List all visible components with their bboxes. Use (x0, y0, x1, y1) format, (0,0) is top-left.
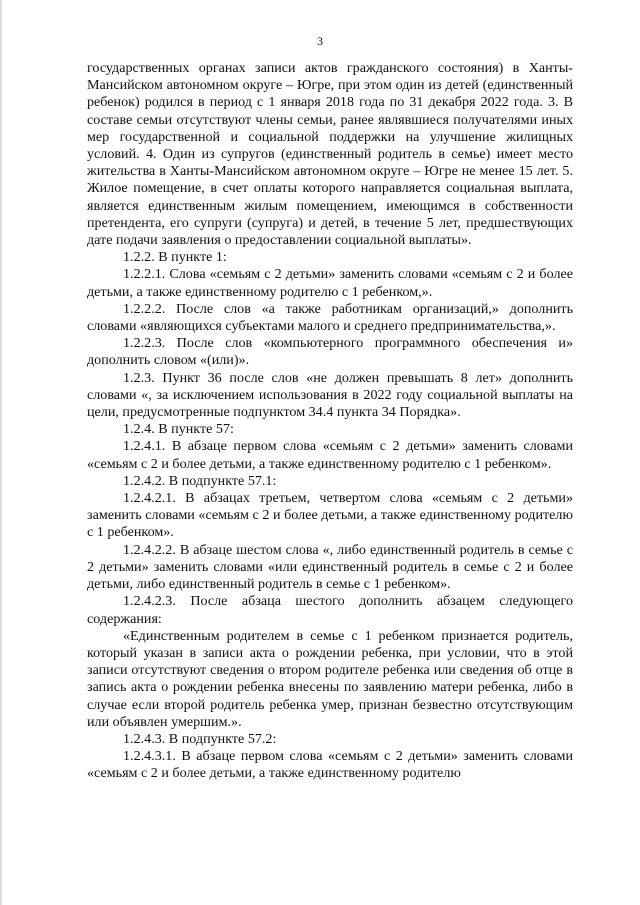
document-body (87, 60, 573, 783)
paragraph: 1.2.4.3.1. В абзаце первом слова «семьям с 2 детьми» заменить словами «семьям с 2 и более детьми, а также единственному родителю (87, 748, 573, 782)
paragraph: 1.2.4.2.3. После абзаца шестого дополнить абзацем следующего содержания: (87, 593, 573, 627)
paragraph: государственных органах записи актов гражданского состояния) в Ханты-Мансийском автономном округе – Югре, при этом один из детей (единственный ребенок) родился в период с 1 января 2018 года по 31 декабря 2022 года. 3. В составе семьи отсутствуют члены семьи, ранее являвшиеся получателями иных мер государственной и социальной поддержки на улучшение жилищных условий. 4. Один из супругов (единственный родитель в семье) имеет место жительства в Ханты-Мансийском автономном округе – Югре не менее 15 лет. 5. Жилое помещение, в счет оплаты которого направляется социальная выплата, является единственным жилым помещением, имеющимся в собственности претендента, его супруги (супруга) и детей, в течение 5 лет, предшествующих дате подачи заявления о предоставлении социальной выплаты». (87, 60, 573, 249)
scan-edge (0, 0, 3, 905)
paragraph: 1.2.2.2. После слов «а также работникам организаций,» дополнить словами «являющихся субъектами малого и среднего предпринимательства,». (87, 300, 573, 335)
paragraph: 1.2.4.1. В абзаце первом слова «семьям с 2 детьми» заменить словами «семьям с 2 и более детьми, а также единственному родителю с 1 ребенком». (87, 438, 573, 472)
page-number: 3 (317, 34, 323, 48)
paragraph: 1.2.4.2.1. В абзацах третьем, четвертом слова «семьям с 2 детьми» заменить словами «семьям с 2 и более детьми, а также единственному родителю с 1 ребенком». (87, 490, 573, 541)
paragraph: 1.2.4. В пункте 57: (123, 421, 234, 438)
paragraph: 1.2.2. В пункте 1: (123, 249, 227, 266)
quoted-paragraph: «Единственным родителем в семье с 1 ребенком признается родитель, который указан в записи акта о рождении ребенка, при условии, что в этой записи отсутствуют сведения о втором родителе ребенка или сведения об отце в запись акта о рождении ребенка внесены по заявлению матери ребенка, либо в случае если второй родитель ребенка умер, признан безвестно отсутствующим или объявлен умершим.». (87, 627, 573, 730)
paragraph: 1.2.3. Пункт 36 после слов «не должен превышать 8 лет» дополнить словами «, за исключением использования в 2022 году социальной выплаты на цели, предусмотренные подпунктом 34.4 пункта 34 Порядка». (87, 369, 573, 421)
paragraph: 1.2.4.3. В подпункте 57.2: (123, 730, 277, 747)
paragraph: 1.2.2.1. Слова «семьям с 2 детьми» заменить словами «семьям с 2 и более детьми, а также единственному родителю с 1 ребенком,». (87, 266, 573, 300)
paragraph: 1.2.4.2.2. В абзаце шестом слова «, либо единственный родитель в семье с 2 детьми» заменить словами «или единственный родитель в семье с 2 и более детьми, либо единственный родитель в семье с 1 ребенком». (87, 541, 573, 593)
paragraph: 1.2.2.3. После слов «компьютерного программного обеспечения и» дополнить словом «(или)». (87, 335, 573, 369)
paragraph: 1.2.4.2. В подпункте 57.1: (123, 472, 277, 489)
